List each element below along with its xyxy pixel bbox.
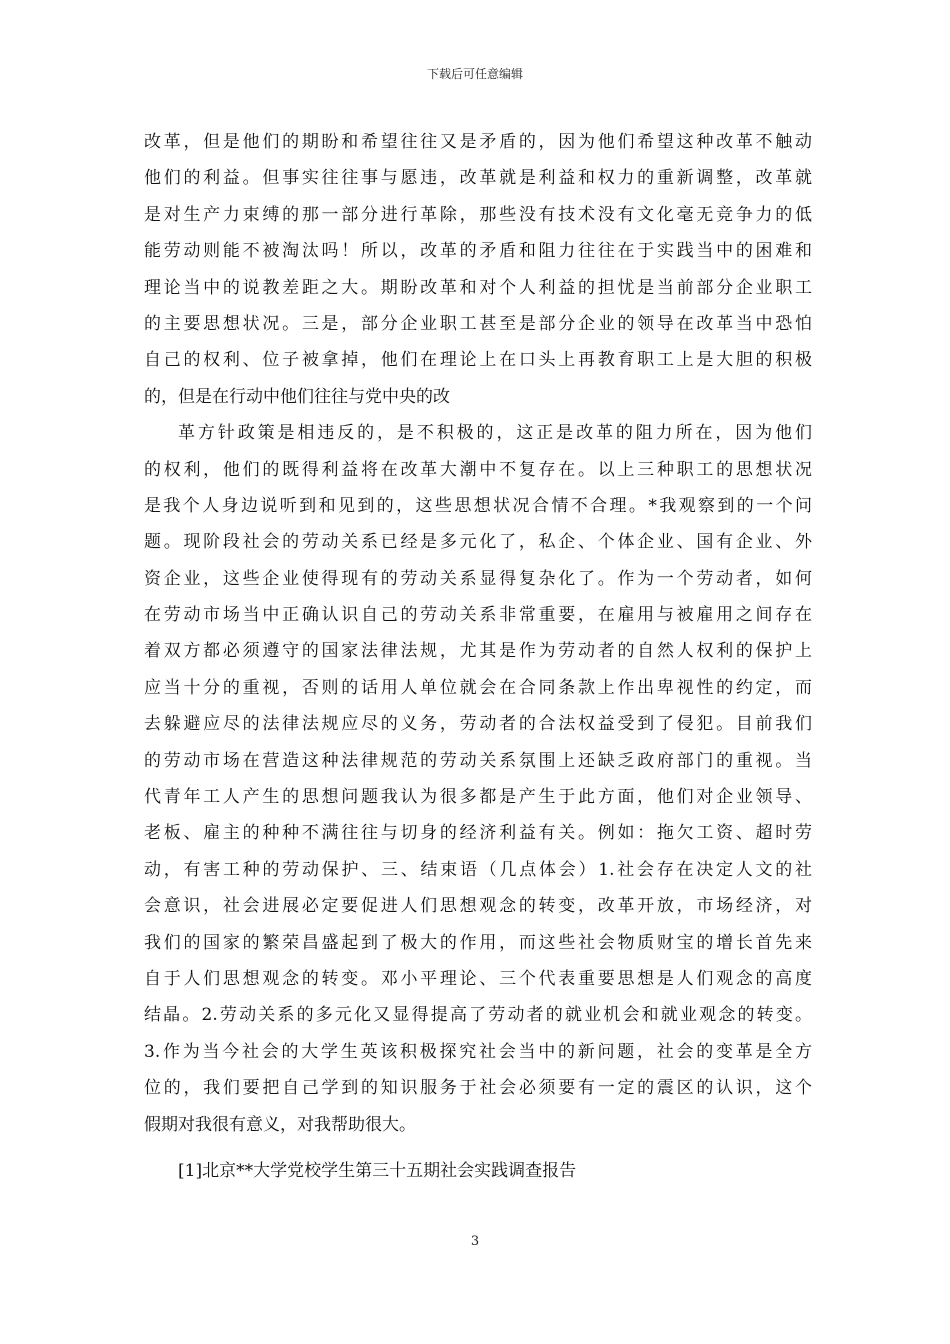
text-line: 3.作为当今社会的大学生英该积极探究社会当中的新问题，社会的变革是全方 <box>144 1041 812 1062</box>
text-line: 动，有害工种的劳动保护、三、结束语（几点体会）1.社会存在决定人文的社 <box>144 859 812 880</box>
text-line: 的劳动市场在营造这种法律规范的劳动关系氛围上还缺乏政府部门的重视。当 <box>144 750 812 771</box>
paragraph-2 <box>144 415 812 1143</box>
paragraph-1 <box>144 124 812 415</box>
paragraph-spacer <box>144 1143 812 1153</box>
page-number: 3 <box>470 1234 480 1249</box>
text-line: 是对生产力束缚的那一部分进行革除，那些没有技术没有文化毫无竞争力的低 <box>144 204 812 225</box>
reference-line: [1]北京**大学党校学生第三十五期社会实践调查报告 <box>178 1160 577 1181</box>
text-line: 革方针政策是相违反的，是不积极的，这正是改革的阻力所在，因为他们 <box>178 423 812 444</box>
page-header: 下载后可任意编辑 <box>426 67 523 81</box>
text-line: 的权利，他们的既得利益将在改革大潮中不复存在。以上三种职工的思想状况 <box>144 459 812 480</box>
text-line: 改革，但是他们的期盼和希望往往又是矛盾的，因为他们希望这种改革不触动 <box>144 132 812 152</box>
text-line: 能劳动则能不被淘汰吗！所以，改革的矛盾和阻力往往在于实践当中的困难和 <box>144 241 812 262</box>
text-line: 资企业，这些企业使得现有的劳动关系显得复杂化了。作为一个劳动者，如何 <box>144 568 812 589</box>
text-line: 题。现阶段社会的劳动关系已经是多元化了，私企、个体企业、国有企业、外 <box>144 532 812 553</box>
text-line: 理论当中的说教差距之大。期盼改革和对个人利益的担忧是当前部分企业职工 <box>144 277 812 298</box>
text-line: 会意识，社会进展必定要促进人们思想观念的转变，改革开放，市场经济，对 <box>144 896 812 917</box>
text-line: 的主要思想状况。三是，部分企业职工甚至是部分企业的领导在改革当中恐怕 <box>144 313 812 334</box>
reference-paragraph <box>144 1153 812 1189</box>
text-line: 他们的利益。但事实往往事与愿违，改革就是利益和权力的重新调整，改革就 <box>144 168 812 189</box>
text-line: 自于人们思想观念的转变。邓小平理论、三个代表重要思想是人们观念的高度 <box>144 968 812 989</box>
text-line: 去躲避应尽的法律法规应尽的义务，劳动者的合法权益受到了侵犯。目前我们 <box>144 714 812 735</box>
text-line: 假期对我很有意义，对我帮助很大。 <box>144 1114 416 1135</box>
text-line: 是我个人身边说听到和见到的，这些思想状况合情不合理。*我观察到的一个问 <box>144 495 812 516</box>
text-line: 结晶。2.劳动关系的多元化又显得提高了劳动者的就业机会和就业观念的转变。 <box>144 1005 812 1026</box>
text-line: 自己的权利、位子被拿掉，他们在理论上在口头上再教育职工上是大胆的积极 <box>144 350 812 371</box>
text-line: 应当十分的重视，否则的话用人单位就会在合同条款上作出卑视性的约定，而 <box>144 677 812 698</box>
text-line: 老板、雇主的种种不满往往与切身的经济利益有关。例如：拖欠工资、超时劳 <box>144 823 812 844</box>
text-line: 的，但是在行动中他们往往与党中央的改 <box>144 386 450 407</box>
text-line: 位的，我们要把自己学到的知识服务于社会必须要有一定的震区的认识，这个 <box>144 1078 812 1099</box>
text-line: 代青年工人产生的思想问题我认为很多都是产生于此方面，他们对企业领导、 <box>144 787 812 808</box>
document-body <box>144 124 812 1189</box>
text-line: 着双方都必须遵守的国家法律法规，尤其是作为劳动者的自然人权利的保护上 <box>144 641 812 662</box>
text-line: 我们的国家的繁荣昌盛起到了极大的作用，而这些社会物质财宝的增长首先来 <box>144 932 812 953</box>
text-line: 在劳动市场当中正确认识自己的劳动关系非常重要，在雇用与被雇用之间存在 <box>144 605 812 626</box>
